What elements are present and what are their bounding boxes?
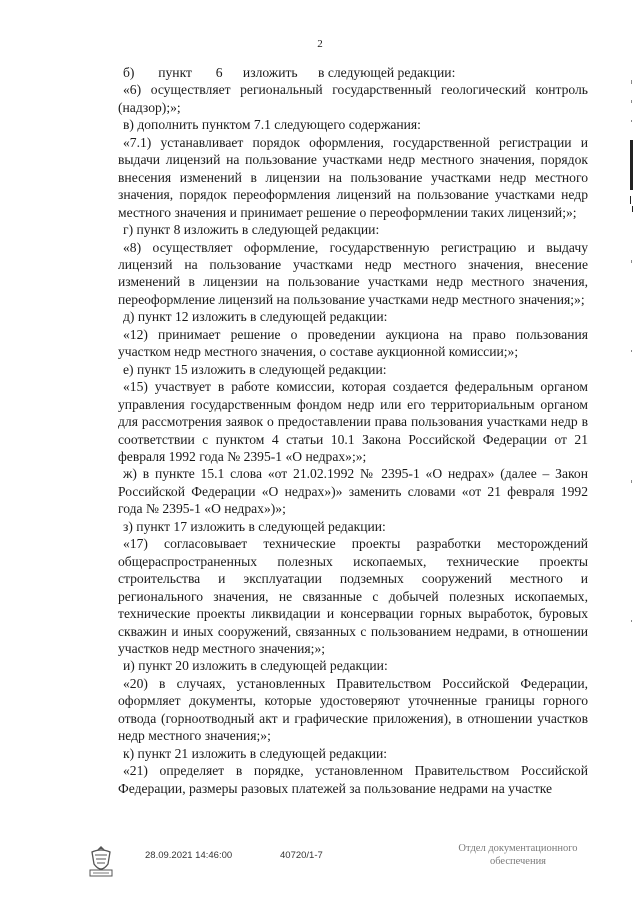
paragraph: з) пункт 17 изложить в следующей редакции: — [123, 518, 386, 534]
paragraph: и) пункт 20 изложить в следующей редакции: — [123, 658, 388, 674]
paragraph: в) дополнить пунктом 7.1 следующего содержания: — [123, 117, 421, 133]
stamp-line: обеспечения — [489, 856, 547, 867]
stamp-line: Отдел документационного — [458, 843, 578, 854]
paragraph: е) пункт 15 изложить в следующей редакции: — [123, 361, 387, 377]
paragraph: «17) согласовывает технические проекты разработки месторождений общераспространенных полезных ископаемых, технические проекты строительства и эксплуатации подземных сооружений местного и регионального значения, не связанные с добычей полезных ископаемых, технические проекты ликвидации и консервации горных выработок, буровых скважин и иных сооружений, связанных с пользованием недрами, в отношении участков недр местного значения;»; — [118, 536, 588, 656]
paragraph: д) пункт 12 изложить в следующей редакции: — [123, 309, 388, 325]
paragraph: «15) участвует в работе комиссии, которая создается федеральным органом управления государственным фондом недр или его территориальным органом для рассмотрения заявок о предоставлении права пользования участками недр в соответствии с пунктом 4 статьи 10.1 Закона Российской Федерации от 21 февраля 1992 года № 2395-1 «О недрах»;»; — [118, 379, 588, 464]
paragraph: б) пункт 6 изложить в следующей редакции: — [123, 65, 456, 80]
paragraph: «8) осуществляет оформление, государственную регистрацию и выдачу лицензий на пользование участками недр местного значения, внесение изменений в лицензии на пользование участками недр местного значения, переоформление лицензий на пользование участками недр местного значения;»; — [118, 239, 588, 307]
paragraph: «12) принимает решение о проведении аукциона на право пользования участком недр местного значения, о составе аукционной комиссии;»; — [118, 326, 588, 360]
document-body — [118, 64, 588, 797]
paragraph: «20) в случаях, установленных Правительством Российской Федерации, оформляет документы, которые удостоверяют уточненные границы горного отвода (горноотводный акт и графические приложения), в отношении участков недр местного значения;»; — [118, 675, 588, 744]
footer-document-number: 40720/1-7 — [280, 850, 323, 861]
paragraph: ж) в пункте 15.1 слова «от 21.02.1992 № 2395-1 «О недрах» (далее – Закон Российской Федерации «О недрах»)» заменить словами «от 21 февраля 1992 года № 2395-1 «О недрах»)»; — [118, 466, 588, 517]
paragraph: к) пункт 21 изложить в следующей редакции: — [123, 745, 388, 761]
paragraph: «6) осуществляет региональный государственный геологический контроль (надзор);»; — [118, 82, 588, 115]
paragraph: г) пункт 8 изложить в следующей редакции: — [123, 222, 380, 238]
department-stamp — [448, 842, 588, 868]
footer-date: 28.09.2021 14:46:00 — [145, 850, 233, 861]
coat-of-arms-icon — [86, 844, 116, 878]
page-number: 2 — [317, 38, 323, 50]
paragraph: «21) определяет в порядке, установленном Правительством Российской Федерации, размеры разовых платежей за пользование недрами на участке — [118, 763, 588, 796]
paragraph: «7.1) устанавливает порядок оформления, государственной регистрации и выдачи лицензий на пользование участками недр местного значения, порядок внесения изменений в лицензии на пользование участками недр местного значения, порядок переоформления лицензий на пользование участками недр местного значения и принимает решение о переоформлении таких лицензий;»; — [118, 134, 588, 220]
margin-scan-marks — [626, 60, 638, 760]
